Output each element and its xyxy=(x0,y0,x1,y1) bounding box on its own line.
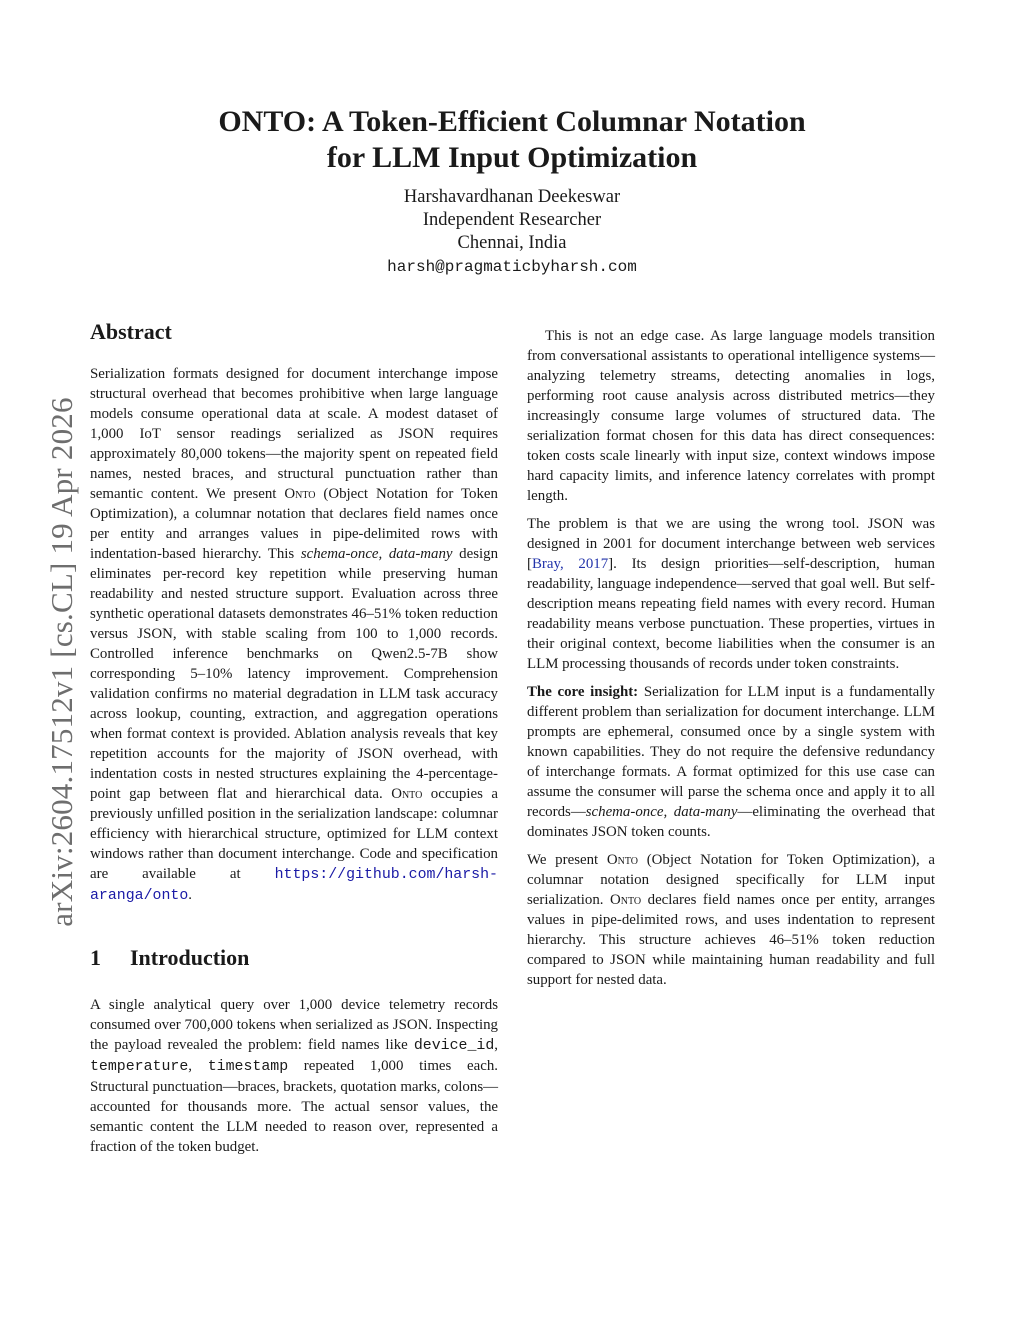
onto-name: Onto xyxy=(610,892,642,908)
core-insight-label: The core insight: xyxy=(527,684,639,700)
introduction-heading xyxy=(90,944,498,972)
section-title: Introduction xyxy=(130,945,250,970)
intro-paragraph-2: This is not an edge case. As large language models transition from conversational assistants to operational intelligence systems—analyzing telemetry streams, detecting anomalies in logs, performing root cause analysis across distributed metrics—they increasingly consume large volumes of structured data. The serialization format chosen for this data has direct consequences: token costs scale linearly with input size, context windows impose hard capacity limits, and inference latency correlates with prompt length. xyxy=(527,328,935,504)
abstract-heading: Abstract xyxy=(90,319,172,344)
paper-header xyxy=(0,104,1024,279)
author-name: Harshavardhanan Deekeswar xyxy=(403,187,621,207)
onto-name: Onto xyxy=(606,852,639,868)
citation-link[interactable]: Bray, 2017 xyxy=(531,556,609,572)
title-line-2: for LLM Input Optimization xyxy=(326,141,698,174)
arxiv-identifier: arXiv:2604.17512v1 [cs.CL] 19 Apr 2026 xyxy=(44,397,79,927)
section-number: 1 xyxy=(90,945,101,970)
onto-name: Onto xyxy=(391,786,423,802)
left-column xyxy=(90,318,498,1157)
intro-paragraph-1: A single analytical query over 1,000 device telemetry records consumed over 700,000 tokens when serialized as JSON. Inspecting the payload revealed the problem: field names like device_id, temperature, timestamp repeated 1,000 times each. Structural punctuation—braces, brackets, quotation marks, colons—accounted for thousands more. The actual sensor values, the semantic content the LLM needed to reason over, represented a fraction of the token budget. xyxy=(90,997,499,1155)
github-link[interactable]: https://github.com/harsh-aranga/onto xyxy=(90,867,498,904)
author-email[interactable]: harsh@pragmaticbyharsh.com xyxy=(387,258,637,276)
onto-name: Onto xyxy=(284,486,316,502)
abstract-body: Serialization formats designed for document interchange impose structural overhead that becomes prohibitive when large language models consume operational data at scale. A modest dataset of 1,000 IoT sensor readings serialized as JSON requires approximately 80,000 tokens—the majority spent on repeated field names, nested braces, and structural punctuation rather than semantic content. We present Onto (Object Notation for Token Optimization), a columnar notation that declares field names once per entity and arranges values in pipe-delimited rows with indentation-based hierarchy. This schema-once, data-many design eliminates per-record key repetition while preserving human readability and nested structure support. Evaluation across three synthetic operational datasets demonstrates 46–51% token reduction versus JSON, with stable scaling from 100 to 1,000 records. Controlled inference benchmarks on Qwen2.5-7B show corresponding 5–10% latency improvement. Comprehension validation confirms no material degradation in LLM task accuracy across lookup, counting, extraction, and aggregation operations when format context is provided. Ablation analysis reveals that key repetition accounts for the majority of JSON overhead, with indentation costs in nested structures explaining the 4-percentage-point gap between flat and hierarchical data. Onto occupies a previously unfilled position in the serialization landscape: columnar efficiency with hierarchical structure, optimized for LLM context windows rather than document interchange. Code and specification are available at https://github.com/harsh-aranga/onto. xyxy=(90,366,499,904)
author-location: Chennai, India xyxy=(457,233,567,253)
intro-paragraph-5: We present Onto (Object Notation for Token Optimization), a columnar notation designed specifically for LLM input serialization. Onto declares field names once per entity, arranges values in pipe-delimited rows, and uses indentation to represent hierarchy. This structure achieves 46–51% token reduction compared to JSON while maintaining human readability and full support for nested data. xyxy=(527,852,935,988)
intro-paragraph-3: The problem is that we are using the wrong tool. JSON was designed in 2001 for document interchange between web services [Bray, 2017]. Its design priorities—self-description, human readability, language independence—served that goal well. But self-description means repeating field names with every record. Human readability means verbose punctuation. These properties, virtues in their original context, become liabilities when the consumer is an LLM processing thousands of records under token constraints. xyxy=(527,516,935,672)
paper-title xyxy=(0,104,1024,176)
title-line-1: ONTO: A Token-Efficient Columnar Notation xyxy=(218,105,806,138)
code-field-name: timestamp xyxy=(207,1059,289,1075)
code-field-name: device_id xyxy=(413,1038,495,1054)
code-field-name: temperature xyxy=(90,1059,189,1075)
intro-paragraph-4: The core insight: Serialization for LLM input is a fundamentally different problem than serialization for document interchange. LLM prompts are ephemeral, consumed once by a single system with known capabilities. They do not require the defensive redundancy of interchange formats. A format optimized for this use case can assume the consumer will parse the schema once and apply it to all records—schema-once, data-many—eliminating the overhead that dominates JSON token counts. xyxy=(527,684,935,840)
author-affiliation: Independent Researcher xyxy=(422,210,602,230)
right-column xyxy=(527,326,935,990)
